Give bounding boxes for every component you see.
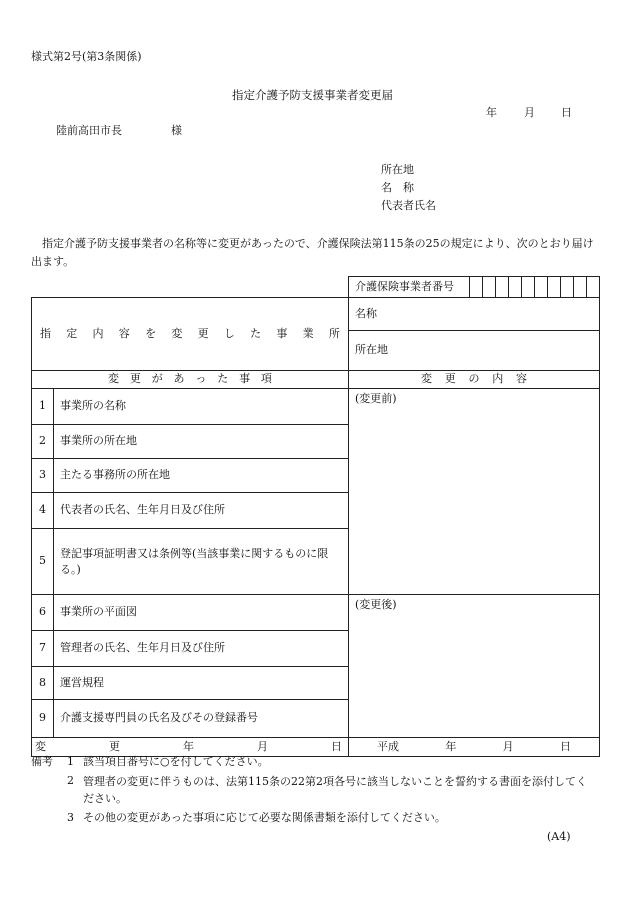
change-date-label [32, 738, 349, 757]
digit-box[interactable] [508, 277, 521, 297]
provider-number-label: 介護保険事業者番号 [355, 279, 454, 293]
digit-box[interactable] [521, 277, 534, 297]
change-date-field[interactable] [349, 738, 600, 757]
item-text: 事業所の名称 [54, 389, 349, 425]
header-char: 変 [421, 372, 432, 386]
label-char: 内 [92, 326, 104, 340]
digit-box[interactable] [560, 277, 573, 297]
item-number[interactable]: 2 [32, 425, 54, 459]
label-char: 事 [276, 326, 288, 340]
label-char: 容 [118, 326, 130, 340]
office-name-field[interactable] [349, 298, 600, 331]
date-label-char: 月 [257, 739, 268, 753]
date-label-char: 年 [183, 739, 194, 753]
item-number[interactable]: 1 [32, 389, 54, 425]
notes-heading: 備考 [31, 755, 53, 768]
item-text: 事業所の所在地 [54, 425, 349, 459]
office-address-label: 所在地 [355, 343, 388, 357]
era-month-label: 月 [502, 739, 514, 753]
blank-corner [32, 277, 349, 298]
document-title: 指定介護予防支援事業者変更届 [232, 88, 393, 102]
changed-items-header [32, 371, 349, 389]
header-char: っ [195, 372, 207, 386]
note-number: 2 [67, 774, 74, 787]
item-number[interactable]: 9 [32, 700, 54, 738]
change-item-row [32, 595, 600, 631]
label-char: 業 [302, 326, 314, 340]
intro-text: 指定介護予防支援事業者の名称等に変更があったので、介護保険法第115条の25の規定により、次のとおり届け出ます。 [31, 237, 594, 268]
label-char: 定 [66, 326, 78, 340]
item-number[interactable]: 4 [32, 493, 54, 529]
item-number[interactable]: 7 [32, 631, 54, 667]
digit-box[interactable] [586, 277, 599, 297]
label-char: 指 [40, 326, 51, 340]
label-char: し [223, 326, 235, 340]
date-day-label: 日 [561, 106, 572, 119]
item-text: 介護支援専門員の氏名及びその登録番号 [54, 700, 349, 738]
form-number: 様式第2号(第3条関係) [31, 50, 142, 63]
date-month-label: 月 [524, 106, 535, 119]
item-number[interactable]: 8 [32, 667, 54, 700]
digit-box[interactable] [534, 277, 547, 297]
item-number[interactable]: 5 [32, 529, 54, 595]
change-content-header [349, 371, 600, 389]
item-number[interactable]: 3 [32, 459, 54, 493]
office-name-row [32, 298, 600, 331]
before-change-field[interactable] [349, 389, 600, 595]
digit-box[interactable] [547, 277, 560, 297]
label-char: 変 [171, 326, 183, 340]
header-char: 項 [260, 372, 272, 386]
paper-size-label: (A4) [547, 830, 571, 843]
item-text: 代表者の氏名、生年月日及び住所 [54, 493, 349, 529]
header-char: が [151, 372, 163, 386]
era-label: 平成 [377, 739, 399, 753]
addressee-honorific: 様 [171, 124, 182, 137]
digit-box[interactable] [495, 277, 508, 297]
label-char: を [145, 326, 157, 340]
note-number: 3 [67, 811, 74, 824]
header-char: 内 [492, 372, 504, 386]
note-text: 該当項目番号に○を付してください。 [83, 755, 269, 768]
provider-number-boxes[interactable] [469, 277, 599, 297]
after-change-field[interactable] [349, 595, 600, 738]
before-change-label: (変更前) [355, 392, 397, 405]
item-text: 事業所の平面図 [54, 595, 349, 631]
header-char: 容 [516, 372, 527, 386]
date-label-char: 更 [109, 739, 120, 753]
item-text: 管理者の氏名、生年月日及び住所 [54, 631, 349, 667]
note-number: 1 [67, 755, 74, 768]
header-char: 更 [129, 372, 141, 386]
office-name-label: 名称 [355, 306, 377, 320]
digit-box[interactable] [573, 277, 586, 297]
item-text: 運営規程 [54, 667, 349, 700]
header-char: の [468, 372, 480, 386]
label-char: 更 [197, 326, 209, 340]
era-day-label: 日 [559, 739, 571, 753]
addressee-name: 陸前高田市長 [56, 124, 122, 137]
note-text: 管理者の変更に伴うものは、法第115条の22第2項各号に該当しないことを誓約する書面を添付してください。 [83, 775, 587, 805]
digit-box[interactable] [469, 277, 482, 297]
applicant-name-label: 名 称 [381, 181, 414, 194]
change-date-row [32, 738, 600, 757]
header-char: 事 [239, 372, 251, 386]
note-text: その他の変更があった事項に応じて必要な関係書類を添付してください。 [83, 811, 446, 824]
applicant-representative-label: 代表者氏名 [381, 199, 436, 212]
date-label-char: 日 [331, 739, 342, 753]
header-char: た [217, 372, 229, 386]
label-char: 所 [328, 326, 340, 340]
after-change-label: (変更後) [355, 598, 397, 611]
provider-number-cell [349, 277, 600, 298]
header-char: あ [173, 372, 185, 386]
date-year-label: 年 [486, 106, 497, 119]
applicant-address-label: 所在地 [381, 163, 414, 176]
label-char: た [250, 326, 262, 340]
item-number[interactable]: 6 [32, 595, 54, 631]
item-text: 登記事項証明書又は条例等(当該事業に関するものに限る。) [54, 529, 349, 595]
item-text: 主たる事務所の所在地 [54, 459, 349, 493]
provider-number-row [32, 277, 600, 298]
section-header-row [32, 371, 600, 389]
change-form-table [31, 276, 600, 757]
header-char: 変 [108, 372, 119, 386]
header-char: 更 [444, 372, 456, 386]
change-item-row [32, 389, 600, 425]
digit-box[interactable] [482, 277, 495, 297]
office-address-field[interactable] [349, 331, 600, 371]
date-label-char: 変 [35, 739, 46, 753]
changed-office-label [32, 298, 349, 371]
era-year-label: 年 [445, 739, 457, 753]
